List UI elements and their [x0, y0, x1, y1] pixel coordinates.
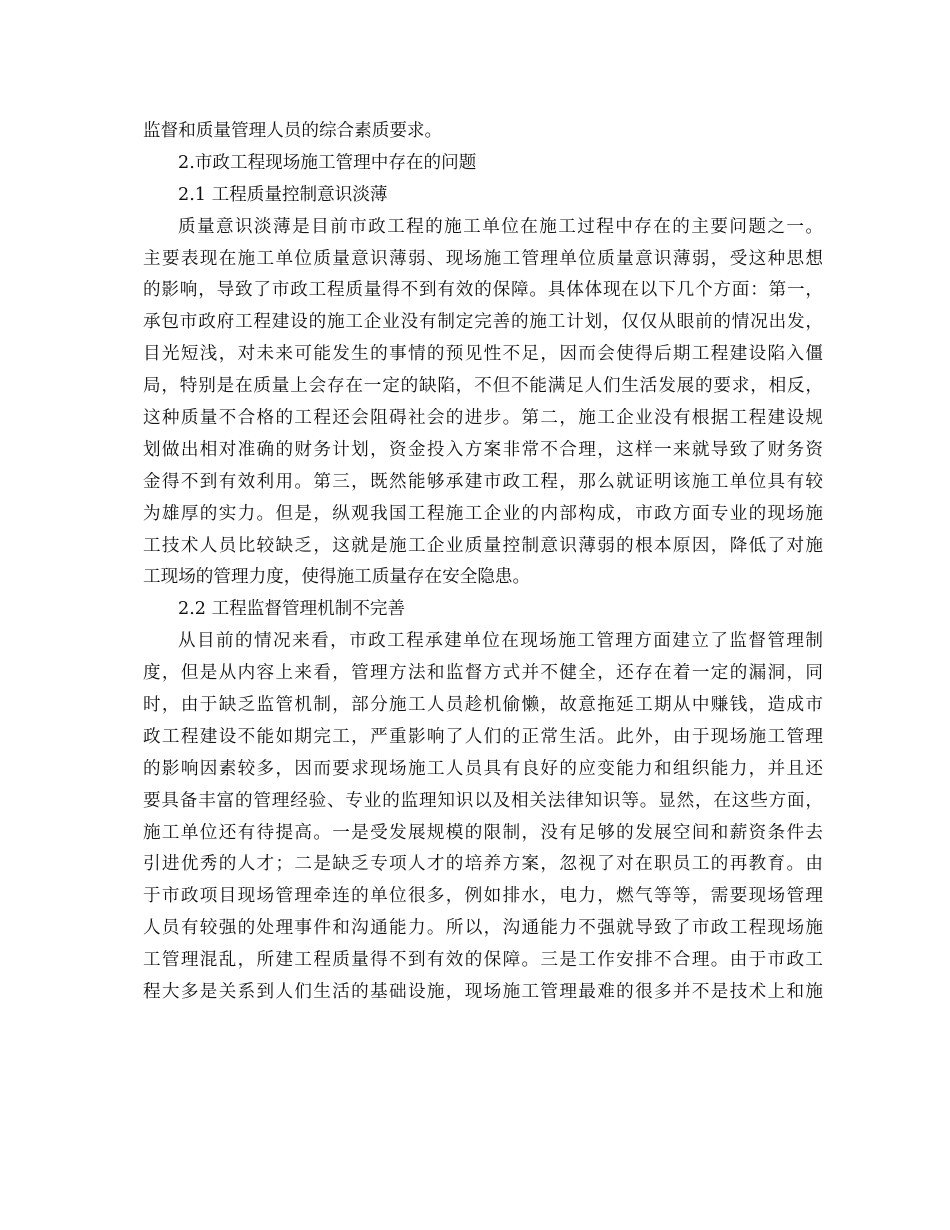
- text-line: 目光短浅，对未来可能发生的事情的预见性不足，因而会使得后期工程建设陷入僵: [143, 344, 823, 365]
- document-page: [143, 116, 823, 1009]
- section-heading: 2.市政工程现场施工管理中存在的问题: [178, 152, 477, 173]
- text-line: 为雄厚的实力。但是，纵观我国工程施工企业的内部构成，市政方面专业的现场施: [143, 503, 823, 524]
- text-line: 从目前的情况来看，市政工程承建单位在现场施工管理方面建立了监督管理制: [178, 631, 823, 652]
- text-line: 时，由于缺乏监管机制，部分施工人员趁机偷懒，故意拖延工期从中赚钱，造成市: [143, 695, 823, 716]
- text-line: 要具备丰富的管理经验、专业的监理知识以及相关法律知识等。显然，在这些方面，: [143, 790, 823, 811]
- text-line: 引进优秀的人才；二是缺乏专项人才的培养方案，忽视了对在职员工的再教育。由: [143, 854, 823, 875]
- text-line: 主要表现在施工单位质量意识薄弱、现场施工管理单位质量意识薄弱，受这种思想: [143, 248, 823, 269]
- text-line: 这种质量不合格的工程还会阻碍社会的进步。第二，施工企业没有根据工程建设规: [143, 408, 823, 429]
- text-line: 于市政项目现场管理牵连的单位很多，例如排水，电力，燃气等等，需要现场管理: [143, 886, 823, 907]
- text-line: 施工单位还有待提高。一是受发展规模的限制，没有足够的发展空间和薪资条件去: [143, 822, 823, 843]
- text-line: 监督和质量管理人员的综合素质要求。: [143, 121, 443, 141]
- text-line: 程大多是关系到人们生活的基础设施，现场施工管理最难的很多并不是技术上和施: [143, 982, 823, 1003]
- subsection-heading: 2.2 工程监督管理机制不完善: [178, 599, 406, 620]
- text-line: 工管理混乱，所建工程质量得不到有效的保障。三是工作安排不合理。由于市政工: [143, 950, 823, 971]
- text-line: 划做出相对准确的财务计划，资金投入方案非常不合理，这样一来就导致了财务资: [143, 439, 823, 460]
- text-line: 的影响，导致了市政工程质量得不到有效的保障。具体体现在以下几个方面：第一，: [143, 280, 823, 301]
- text-line: 人员有较强的处理事件和沟通能力。所以，沟通能力不强就导致了市政工程现场施: [143, 918, 823, 939]
- text-line: 金得不到有效利用。第三，既然能够承建市政工程，那么就证明该施工单位具有较: [143, 471, 823, 492]
- text-line: 度，但是从内容上来看，管理方法和监督方式并不健全，还存在着一定的漏洞，同: [143, 663, 823, 684]
- text-line: 工技术人员比较缺乏，这就是施工企业质量控制意识薄弱的根本原因，降低了对施: [143, 535, 823, 556]
- text-line: 质量意识淡薄是目前市政工程的施工单位在施工过程中存在的主要问题之一。: [178, 216, 823, 237]
- text-line: 的影响因素较多，因而要求现场施工人员具有良好的应变能力和组织能力，并且还: [143, 758, 823, 779]
- subsection-heading: 2.1 工程质量控制意识淡薄: [178, 184, 388, 205]
- text-line: 工现场的管理力度，使得施工质量存在安全隐患。: [143, 567, 531, 588]
- text-line: 承包市政府工程建设的施工企业没有制定完善的施工计划，仅仅从眼前的情况出发，: [143, 312, 823, 333]
- text-line: 局，特别是在质量上会存在一定的缺陷，不但不能满足人们生活发展的要求，相反，: [143, 376, 823, 397]
- text-line: 政工程建设不能如期完工，严重影响了人们的正常生活。此外，由于现场施工管理: [143, 726, 823, 747]
